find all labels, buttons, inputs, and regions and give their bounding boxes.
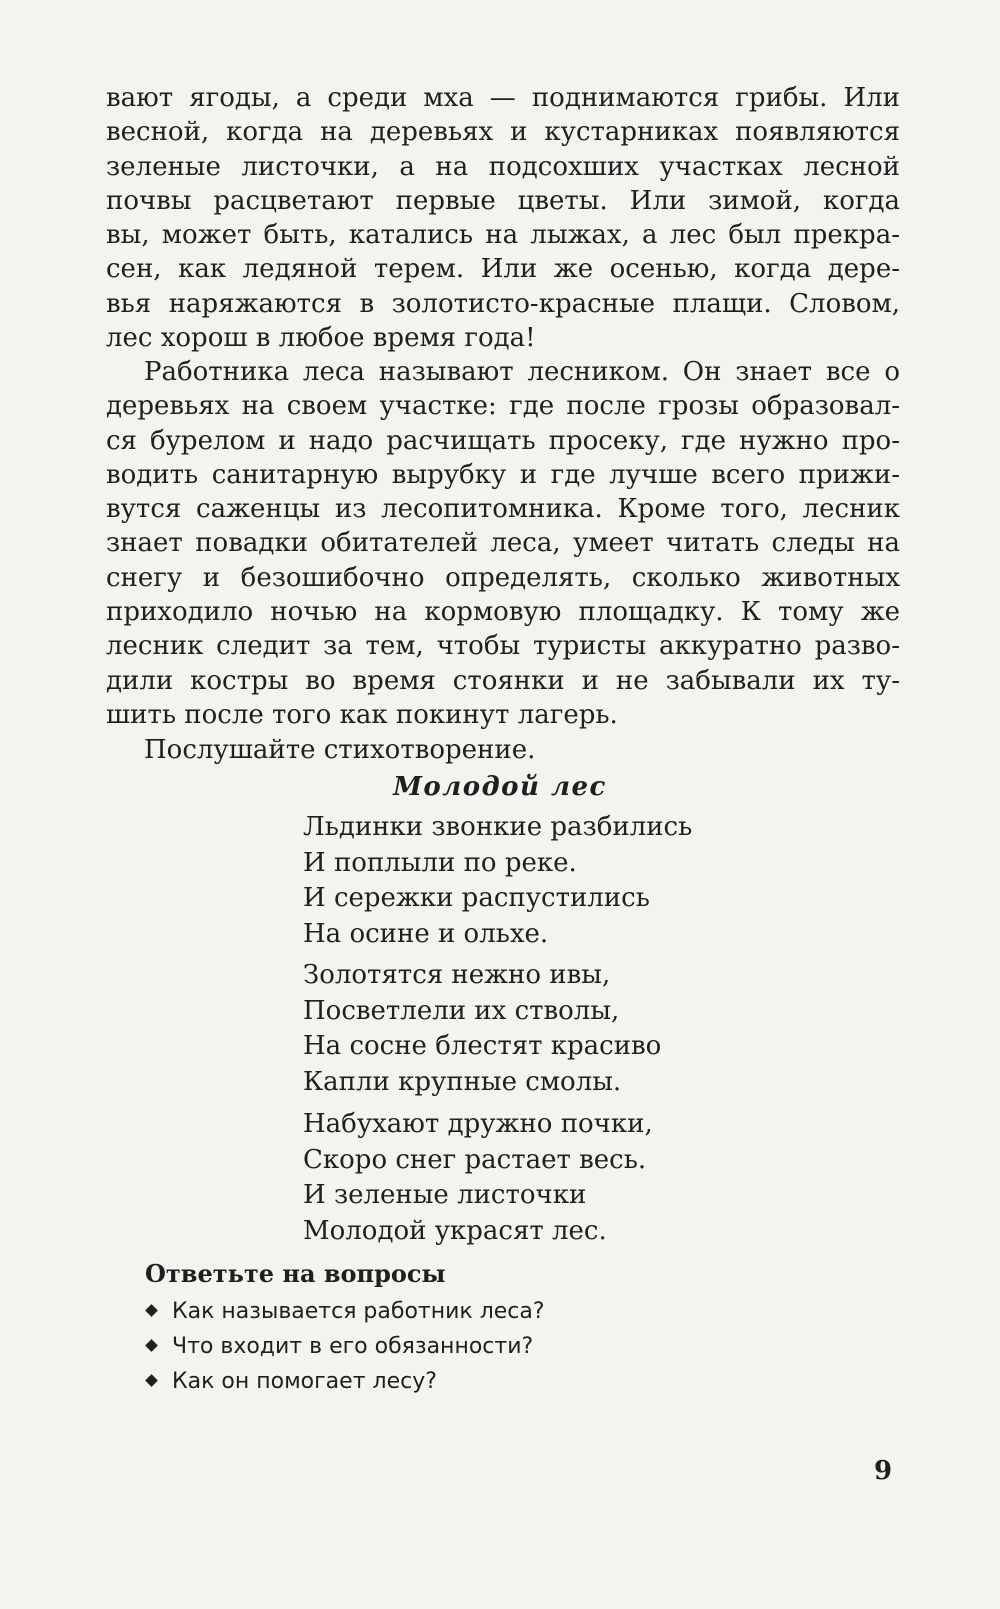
question-item [145,1329,545,1364]
poem-title: Молодой лес [393,772,607,802]
paragraph-line: лес хорош в любое время года! [106,323,536,354]
paragraph-line: Работника леса называют лесником. Он знает все о [144,357,900,387]
paragraph-line: вья наряжаются в золотисто-красные плащи. Словом, [106,288,900,319]
diamond-bullet-icon [145,1339,158,1352]
question-item [145,1364,545,1399]
diamond-bullet-icon [145,1304,158,1317]
poem-line: И сережки распустились [303,883,650,913]
questions-heading: Ответьте на вопросы [145,1259,446,1288]
question-text: Что входит в его обязанности? [172,1334,534,1359]
paragraph-line: вутся саженцы из лесопитомника. Кроме того, лесник [106,494,900,525]
paragraph-forester [106,355,900,732]
paragraph-line: шить после того как покинут лагерь. [106,699,618,730]
paragraph-line: вают ягоды, а среди мха — поднимаются грибы. Или [106,83,900,113]
paragraph-line: сен, как ледяной терем. Или же осенью, когда дере- [106,254,900,285]
paragraph-line: дили костры во время стоянки и не забывали их ту- [106,665,900,696]
paragraph-line: приходило ночью на кормовую площадку. К тому же [106,597,900,628]
question-text: Как он помогает лесу? [172,1369,437,1394]
questions-list [145,1294,545,1399]
paragraph-line: зеленые листочки, а на подсохших участках лесной [106,151,900,182]
paragraph-line: водить санитарную вырубку и где лучше всего прижи- [106,459,900,490]
poem-line: Льдинки звонкие разбились [303,812,693,842]
poem-stanza-1 [303,810,692,952]
poem-line: И зеленые листочки [303,1180,587,1210]
paragraph-line: почвы расцветают первые цветы. Или зимой, когда [106,185,900,216]
question-item [145,1294,545,1329]
paragraph-line: весной, когда на деревьях и кустарниках появляются [106,117,900,148]
paragraph-line: снегу и безошибочно определять, сколько животных [106,562,900,593]
paragraph-forest-seasons [106,81,900,355]
paragraph-line: Послушайте стихотворение. [144,735,536,765]
poem-line: Набухают дружно почки, [303,1109,653,1139]
question-text: Как называется работник леса? [172,1299,545,1324]
paragraph-line: деревьях на своем участке: где после грозы образовал- [106,391,900,422]
paragraph-line: лесник следит за тем, чтобы туристы аккуратно разво- [106,631,900,662]
paragraph-line: вы, может быть, катались на лыжах, а лес был прекра- [106,220,900,251]
page-number: 9 [874,1456,893,1486]
poem-line: На сосне блестят красиво [303,1031,662,1061]
poem-line: Скоро снег растает весь. [303,1144,647,1175]
poem-line: Золотятся нежно ивы, [303,960,611,990]
diamond-bullet-icon [145,1374,158,1387]
poem-line: И поплыли по реке. [303,847,577,878]
poem-stanza-2 [303,958,661,1100]
paragraph-line: знает повадки обитателей леса, умеет читать следы на [106,528,900,559]
poem-line: Молодой украсят лес. [303,1215,607,1246]
poem-line: Посветлели их стволы, [303,995,620,1026]
paragraph-listen-poem [106,733,900,767]
poem-stanza-3 [303,1107,653,1249]
poem-line: Капли крупные смолы. [303,1066,622,1097]
paragraph-line: ся бурелом и надо расчищать просеку, где нужно про- [106,425,900,456]
poem-line: На осине и ольхе. [303,918,549,949]
